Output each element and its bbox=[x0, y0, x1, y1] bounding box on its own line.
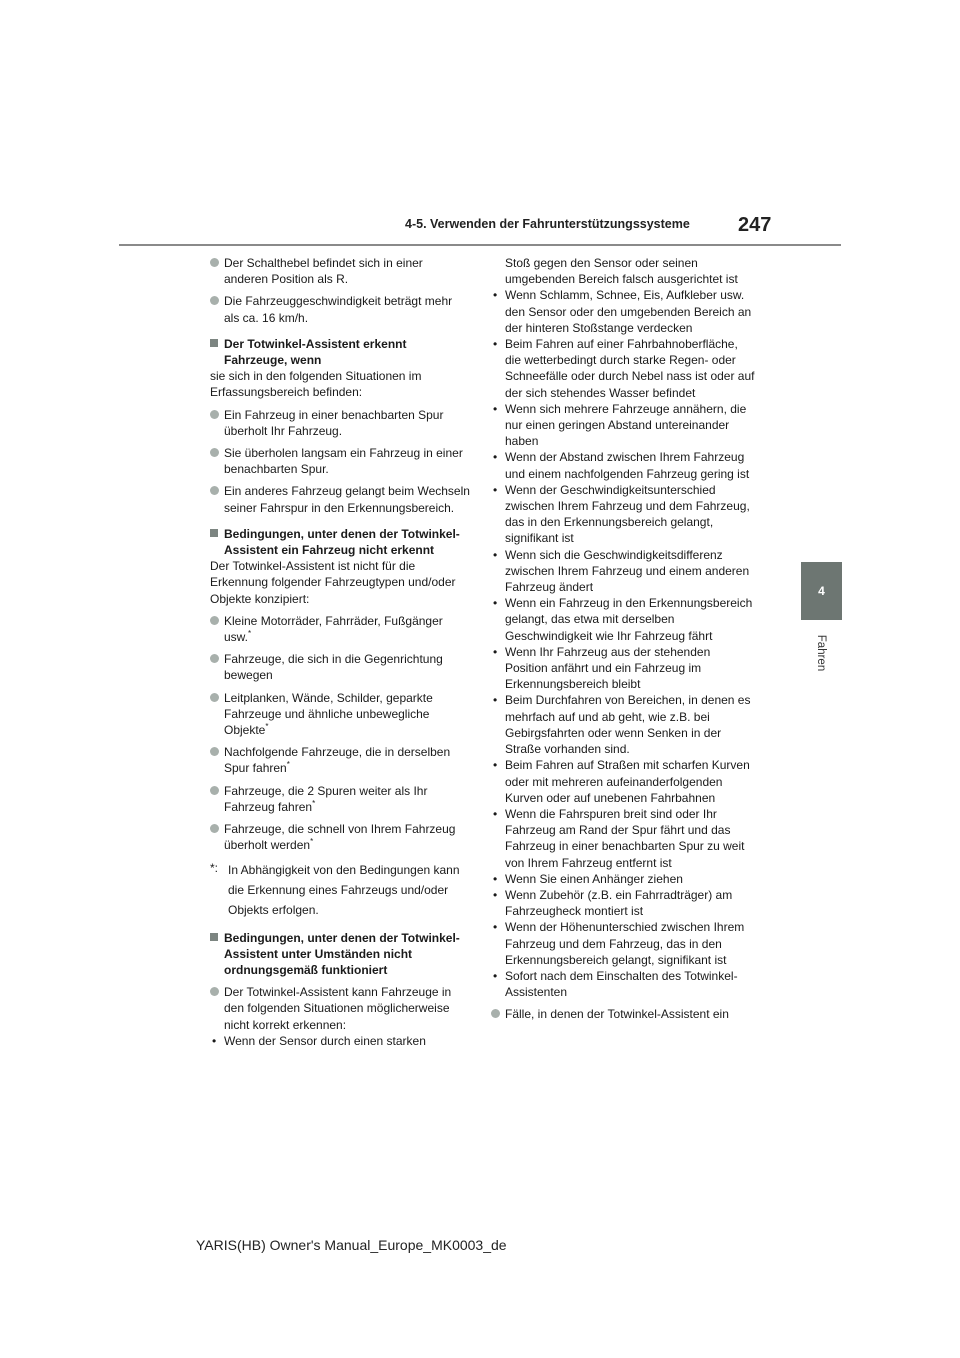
bullet-text: Nachfolgende Fahrzeuge, die in derselben Spur fahren bbox=[224, 745, 451, 776]
footnote-marker: * bbox=[312, 798, 316, 808]
bullet-text: Kleine Motorräder, Fahrräder, Fußgänger usw. bbox=[224, 613, 443, 645]
dash-item: • Wenn sich die Geschwindigkeitsdifferenz zwischen Ihrem Fahrzeug und einem anderen Fahrzeug ändert bbox=[491, 547, 755, 596]
dash-item: • Wenn der Höhenunterschied zwischen Ihrem Fahrzeug und dem Fahrzeug, das in den Erkennungsbereich gelangt, signifikant ist bbox=[491, 919, 755, 968]
chapter-number: 4 bbox=[818, 584, 825, 598]
bullet-item bbox=[210, 613, 470, 645]
footnote-marker: * bbox=[248, 629, 252, 639]
bullet-item: Sie überholen langsam ein Fahrzeug in einer benachbarten Spur. bbox=[210, 445, 470, 477]
dash-item-continued: Stoß gegen den Sensor oder seinen umgebenden Bereich falsch ausgerichtet ist bbox=[505, 256, 738, 287]
bullet-item: Fälle, in denen der Totwinkel-Assistent ein bbox=[491, 1006, 755, 1022]
dash-item: • Wenn Sie einen Anhänger ziehen bbox=[491, 871, 755, 887]
dash-item: • Wenn Schlamm, Schnee, Eis, Aufkleber usw. den Sensor oder den umgebenden Bereich an der hinteren Stoßstange verdecken bbox=[491, 287, 755, 336]
footnote bbox=[210, 860, 470, 920]
subheading: Der Totwinkel-Assistent erkennt Fahrzeuge, wenn bbox=[210, 336, 470, 368]
bullet-text: Leitplanken, Wände, Schilder, geparkte Fahrzeuge und ähnliche unbewegliche Objekte bbox=[224, 690, 433, 738]
section-title: 4-5. Verwenden der Fahrunterstützungssysteme bbox=[405, 217, 690, 231]
chapter-label bbox=[806, 630, 836, 676]
bullet-item bbox=[210, 821, 470, 853]
dash-item: • Beim Durchfahren von Bereichen, in denen es mehrfach auf und ab geht, wie z.B. bei Gebirgsfahrten oder wenn Senken in der Straße vorhanden sind. bbox=[491, 692, 755, 757]
left-column bbox=[210, 255, 470, 1049]
paragraph: sie sich in den folgenden Situationen im Erfassungsbereich befinden: bbox=[210, 369, 422, 400]
right-column bbox=[491, 255, 755, 1029]
footnote-mark: *: bbox=[210, 860, 219, 875]
page-number: 247 bbox=[738, 214, 772, 236]
footer-text: YARIS(HB) Owner's Manual_Europe_MK0003_de bbox=[196, 1237, 507, 1253]
footnote-marker: * bbox=[286, 760, 290, 770]
bullet-item: Der Schalthebel befindet sich in einer anderen Position als R. bbox=[210, 255, 470, 287]
footnote-marker: * bbox=[265, 722, 269, 732]
dash-item: • Wenn der Abstand zwischen Ihrem Fahrzeug und einem nachfolgenden Fahrzeug gering ist bbox=[491, 449, 755, 481]
chapter-label-text: Fahren bbox=[815, 634, 827, 672]
bullet-item: Die Fahrzeuggeschwindigkeit beträgt mehr als ca. 16 km/h. bbox=[210, 293, 470, 325]
bullet-item: Fahrzeuge, die sich in die Gegenrichtung bewegen bbox=[210, 651, 470, 683]
bullet-text: Fahrzeuge, die schnell von Ihrem Fahrzeug überholt werden bbox=[224, 822, 456, 853]
subheading: Bedingungen, unter denen der Totwinkel-Assistent ein Fahrzeug nicht erkennt bbox=[210, 526, 470, 558]
footnote-marker: * bbox=[310, 837, 314, 847]
bullet-item bbox=[210, 744, 470, 776]
dash-item: • Wenn die Fahrspuren breit sind oder Ihr Fahrzeug am Rand der Spur fährt und das Fahrzeug in einer benachbarten Spur zu weit von Ihrem Fahrzeug entfernt ist bbox=[491, 806, 755, 871]
bullet-item: Ein anderes Fahrzeug gelangt beim Wechseln seiner Fahrspur in den Erkennungsbereich. bbox=[210, 483, 470, 515]
dash-item: • Beim Fahren auf einer Fahrbahnoberfläche, die wetterbedingt durch starke Regen- oder Schneefälle oder durch Nebel nass ist oder auf der sich stehendes Wasser befindet bbox=[491, 336, 755, 401]
dash-item: • Wenn ein Fahrzeug in den Erkennungsbereich gelangt, das etwa mit derselben Geschwindigkeit wie Ihr Fahrzeug fährt bbox=[491, 595, 755, 644]
header-rule bbox=[119, 244, 841, 246]
dash-item: • Wenn Ihr Fahrzeug aus der stehenden Position anfährt und ein Fahrzeug im Erkennungsbereich bleibt bbox=[491, 644, 755, 693]
dash-item: • Wenn Zubehör (z.B. ein Fahrradträger) am Fahrzeugheck montiert ist bbox=[491, 887, 755, 919]
dash-item: • Wenn der Sensor durch einen starken bbox=[210, 1033, 470, 1049]
bullet-item: Der Totwinkel-Assistent kann Fahrzeuge in den folgenden Situationen möglicherweise nicht korrekt erkennen: bbox=[210, 984, 470, 1033]
chapter-tab bbox=[801, 562, 842, 620]
bullet-item bbox=[210, 783, 470, 815]
paragraph: Der Totwinkel-Assistent ist nicht für die Erkennung folgender Fahrzeugtypen und/oder Objekte konzipiert: bbox=[210, 559, 456, 606]
subheading: Bedingungen, unter denen der Totwinkel-Assistent unter Umständen nicht ordnungsgemäß funktioniert bbox=[210, 930, 470, 979]
dash-item: • Beim Fahren auf Straßen mit scharfen Kurven oder mit mehreren aufeinanderfolgenden Kurven oder auf unebenen Fahrbahnen bbox=[491, 757, 755, 806]
dash-item: • Wenn sich mehrere Fahrzeuge annähern, die nur einen geringen Abstand untereinander haben bbox=[491, 401, 755, 450]
dash-item: • Wenn der Geschwindigkeitsunterschied zwischen Ihrem Fahrzeug und dem Fahrzeug, das in den Erkennungsbereich gelangt, signifikant ist bbox=[491, 482, 755, 547]
bullet-item bbox=[210, 690, 470, 739]
bullet-item: Ein Fahrzeug in einer benachbarten Spur überholt Ihr Fahrzeug. bbox=[210, 407, 470, 439]
footnote-text: In Abhängigkeit von den Bedingungen kann die Erkennung eines Fahrzeugs und/oder Objekts erfolgen. bbox=[228, 862, 460, 917]
bullet-text: Fahrzeuge, die 2 Spuren weiter als Ihr Fahrzeug fahren bbox=[224, 783, 428, 814]
dash-item: • Sofort nach dem Einschalten des Totwinkel-Assistenten bbox=[491, 968, 755, 1000]
